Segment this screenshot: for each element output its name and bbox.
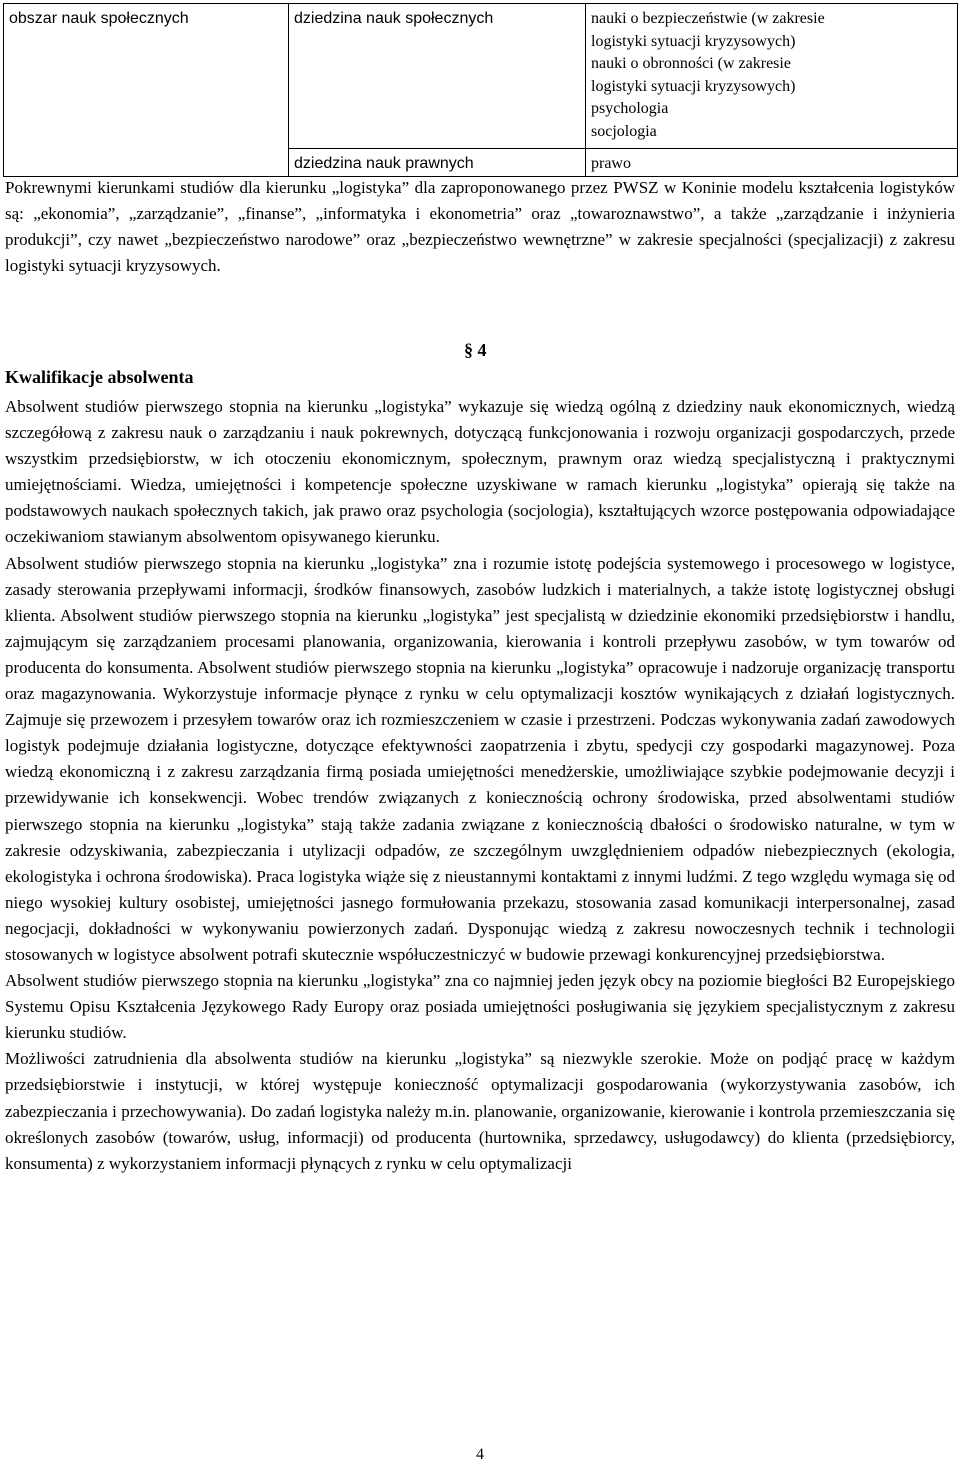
discipline-line: logistyki sytuacji kryzysowych) [591,77,796,95]
page-number: 4 [476,1446,484,1463]
section-heading: Kwalifikacje absolwenta [5,367,194,387]
body-paragraph: Możliwości zatrudnienia dla absolwenta studiów na kierunku „logistyka” są niezwykle szerokie. Może on podjąć pracę w każdym przedsiębiorstwie i instytucji, w której występuje konieczność optymalizacji gospodarowania (wykorzystywania zasobów, ich zabezpieczania i przechowywania). Do zadań logistyka należy m.in. planowanie, organizowanie, kierowanie i kontrola przemieszczania się określonych zasobów (towarów, usług, informacji) od producenta (hurtownika, sprzedawcy, usługodawcy) do klienta (przedsiębiorcy, konsumenta) z wykorzystaniem informacji płynących z rynku w celu optymalizacji [5,1049,955,1173]
domain-cell [289,4,586,149]
domain-name: dziedzina nauk społecznych [294,10,494,27]
area-name: obszar nauk społecznych [9,10,189,27]
discipline-line: prawo [591,155,631,172]
discipline-line: socjologia [591,122,657,140]
table-row [4,4,958,149]
disciplines-cell [586,149,958,177]
body-paragraph: Absolwent studiów pierwszego stopnia na kierunku „logistyka” zna co najmniej jeden język obcy na poziomie biegłości B2 Europejskiego Systemu Opisu Kształcenia Językowego Rady Europy oraz posiada umiejętności posługiwania się językiem specjalistycznym z zakresu kierunku studiów. [5,971,955,1043]
discipline-line: psychologia [591,100,669,118]
discipline-line: nauki o obronności (w zakresie [591,55,791,73]
section-number: § 4 [464,340,487,360]
body-paragraph: Absolwent studiów pierwszego stopnia na kierunku „logistyka” wykazuje się wiedzą ogólną z dziedziny nauk ekonomicznych, wiedzą szczegółową z zakresu nauk o zarządzaniu i nauk pokrewnych, dotyczącą funkcjonowania i rozwoju organizacji gospodarczych, przede wszystkim przedsiębiorstw, w ich otoczeniu ekonomicznym, społecznym, prawnym oraz wiedzą specjalistyczną i praktycznymi umiejętnościami. Wiedza, umiejętności i kompetencje społeczne uzyskiwane w ramach kierunku „logistyka” opierają się także na podstawowych naukach społecznych takich, jak prawo oraz psychologia (socjologia), kształtujących wzorce postępowania odpowiadające oczekiwaniom stawianym absolwentom opisywanego kierunku. [5,397,955,547]
body-paragraph: Absolwent studiów pierwszego stopnia na kierunku „logistyka” zna i rozumie istotę podejścia systemowego i procesowego w logistyce, zasady sterowania przepływami informacji, środków finansowych, zasobów ludzkich i materialnych, a także istotę logistycznej obsługi klienta. Absolwent studiów pierwszego stopnia na kierunku „logistyka” jest specjalistą w dziedzinie ekonomiki przedsiębiorstw i handlu, zajmującym się zarządzaniem procesami planowania, organizowania, kierowania i kontroli przepływu zasobów, w tym towarów od producenta do konsumenta. Absolwent studiów pierwszego stopnia na kierunku „logistyka” opracowuje i nadzoruje organizację transportu oraz magazynowania. Wykorzystuje informacje płynące z rynku w celu optymalizacji kosztów wynikających z działań logistycznych. Zajmuje się przewozem i przesyłem towarów oraz ich rozmieszczeniem w czasie i przestrzeni. Podczas wykonywania zadań zawodowych logistyk podejmuje działania logistyczne, dotyczące efektywności zaopatrzenia i zbytu, spedycji czy gospodarki magazynowej. Poza wiedzą ekonomiczną i z zakresu zarządzania firmą posiada umiejętności menedżerskie, umożliwiające szybkie podejmowanie decyzji i przewidywanie ich konsekwencji. Wobec trendów związanych z koniecznością ochrony środowiska, przed absolwentami studiów pierwszego stopnia na kierunku „logistyka” stają także zadania związane z koniecznością dbałości o środowisko naturalne, w tym w zakresie odzyskiwania, zabezpieczania i utylizacji odpadów, ze szczególnym uwzględnieniem odpadów niebezpiecznych (ekologia, ekologistyka i ochrona środowiska). Praca logistyka wiąże się z nieustannymi kontaktami z innymi ludźmi. Z tego względu wymaga się od niego wysokiej kultury osobistej, umiejętności jasnego formułowania przekazu, stosowania zasad komunikacji interpersonalnej, zasad negocjacji, dokładności w wykonywaniu powierzonych zadań. Dysponując wiedzą z zakresu nowoczesnych technik i technologii stosowanych w logistyce absolwent potrafi skutecznie współuczestniczyć w budowie przewagi konkurencyjnej przedsiębiorstwa. [5,553,955,964]
domain-name: dziedzina nauk prawnych [294,155,474,172]
area-cell [4,4,289,177]
disciplines-cell [586,4,958,149]
fields-of-science-table [3,3,958,177]
discipline-line: nauki o bezpieczeństwie (w zakresie [591,10,825,27]
intro-paragraph: Pokrewnymi kierunkami studiów dla kierunku „logistyka” dla zaproponowanego przez PWSZ w Koninie modelu kształcenia logistyków są: „ekonomia”, „zarządzanie”, „finanse”, „informatyka i ekonometria” oraz „towaroznawstwo”, a także „zarządzanie i inżynieria produkcji”, czy nawet „bezpieczeństwo narodowe” oraz „bezpieczeństwo wewnętrzne” w zakresie specjalności (specjalizacji) z zakresu logistyki sytuacji kryzysowych. [5,178,955,276]
discipline-line: logistyki sytuacji kryzysowych) [591,32,796,50]
body-text [5,394,955,1177]
domain-cell [289,149,586,177]
